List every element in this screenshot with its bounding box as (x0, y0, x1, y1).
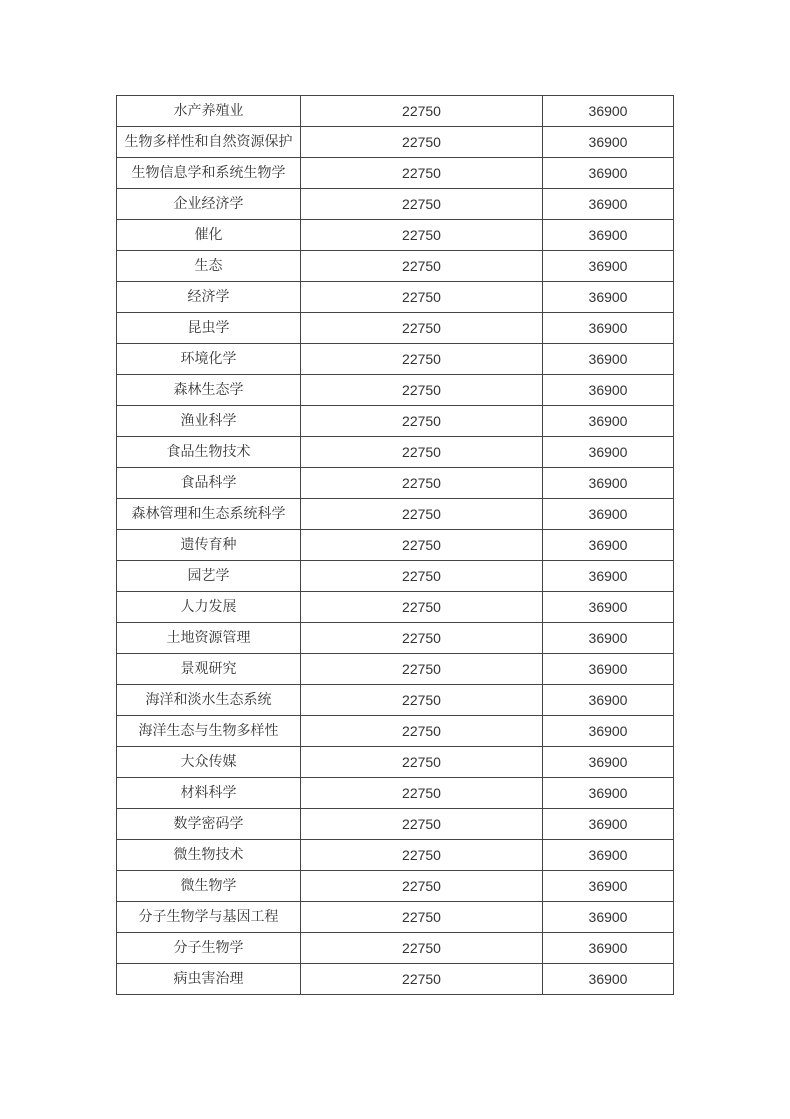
program-name-cell: 渔业科学 (117, 406, 301, 437)
table-row (117, 716, 674, 747)
fee-b-cell: 36900 (543, 127, 674, 158)
program-name-cell: 水产养殖业 (117, 96, 301, 127)
table-row (117, 747, 674, 778)
fee-a-cell: 22750 (301, 840, 543, 871)
program-name-cell: 分子生物学 (117, 933, 301, 964)
fee-a-cell: 22750 (301, 809, 543, 840)
fee-a-cell: 22750 (301, 96, 543, 127)
fee-b-cell: 36900 (543, 654, 674, 685)
fee-b-cell: 36900 (543, 189, 674, 220)
program-name-cell: 昆虫学 (117, 313, 301, 344)
table-row (117, 623, 674, 654)
fee-b-cell: 36900 (543, 933, 674, 964)
table-row (117, 654, 674, 685)
program-name-cell: 大众传媒 (117, 747, 301, 778)
fee-b-cell: 36900 (543, 716, 674, 747)
fee-a-cell: 22750 (301, 406, 543, 437)
table-row (117, 933, 674, 964)
fee-a-cell: 22750 (301, 623, 543, 654)
table-row (117, 592, 674, 623)
program-name-cell: 遗传育种 (117, 530, 301, 561)
fee-a-cell: 22750 (301, 592, 543, 623)
fee-b-cell: 36900 (543, 809, 674, 840)
fee-a-cell: 22750 (301, 778, 543, 809)
fee-a-cell: 22750 (301, 344, 543, 375)
program-name-cell: 经济学 (117, 282, 301, 313)
program-name-cell: 环境化学 (117, 344, 301, 375)
fee-a-cell: 22750 (301, 127, 543, 158)
program-name-cell: 微生物技术 (117, 840, 301, 871)
fee-a-cell: 22750 (301, 530, 543, 561)
program-name-cell: 分子生物学与基因工程 (117, 902, 301, 933)
fee-a-cell: 22750 (301, 902, 543, 933)
fee-a-cell: 22750 (301, 716, 543, 747)
fee-b-cell: 36900 (543, 840, 674, 871)
table-row (117, 220, 674, 251)
program-name-cell: 土地资源管理 (117, 623, 301, 654)
fee-b-cell: 36900 (543, 561, 674, 592)
program-name-cell: 园艺学 (117, 561, 301, 592)
fee-a-cell: 22750 (301, 220, 543, 251)
program-name-cell: 森林管理和生态系统科学 (117, 499, 301, 530)
program-name-cell: 微生物学 (117, 871, 301, 902)
program-name-cell: 景观研究 (117, 654, 301, 685)
table-row (117, 685, 674, 716)
fee-a-cell: 22750 (301, 499, 543, 530)
table-row (117, 282, 674, 313)
fee-b-cell: 36900 (543, 313, 674, 344)
fee-table (116, 95, 674, 995)
fee-b-cell: 36900 (543, 871, 674, 902)
fee-a-cell: 22750 (301, 189, 543, 220)
table-row (117, 189, 674, 220)
table-row (117, 375, 674, 406)
fee-a-cell: 22750 (301, 375, 543, 406)
fee-b-cell: 36900 (543, 375, 674, 406)
table-row (117, 96, 674, 127)
fee-a-cell: 22750 (301, 437, 543, 468)
table-row (117, 499, 674, 530)
program-name-cell: 数学密码学 (117, 809, 301, 840)
table-row (117, 158, 674, 189)
fee-b-cell: 36900 (543, 530, 674, 561)
table-row (117, 468, 674, 499)
fee-b-cell: 36900 (543, 499, 674, 530)
table-row (117, 313, 674, 344)
fee-b-cell: 36900 (543, 96, 674, 127)
fee-a-cell: 22750 (301, 158, 543, 189)
table-row (117, 127, 674, 158)
fee-b-cell: 36900 (543, 344, 674, 375)
fee-a-cell: 22750 (301, 747, 543, 778)
fee-b-cell: 36900 (543, 902, 674, 933)
fee-b-cell: 36900 (543, 623, 674, 654)
table-row (117, 437, 674, 468)
program-name-cell: 海洋和淡水生态系统 (117, 685, 301, 716)
fee-a-cell: 22750 (301, 871, 543, 902)
table-row (117, 778, 674, 809)
program-name-cell: 森林生态学 (117, 375, 301, 406)
fee-a-cell: 22750 (301, 282, 543, 313)
table-row (117, 251, 674, 282)
fee-a-cell: 22750 (301, 468, 543, 499)
table-row (117, 809, 674, 840)
fee-b-cell: 36900 (543, 747, 674, 778)
program-name-cell: 食品生物技术 (117, 437, 301, 468)
fee-a-cell: 22750 (301, 964, 543, 995)
fee-a-cell: 22750 (301, 313, 543, 344)
fee-a-cell: 22750 (301, 654, 543, 685)
program-name-cell: 材料科学 (117, 778, 301, 809)
table-row (117, 406, 674, 437)
table-row (117, 344, 674, 375)
program-name-cell: 生物信息学和系统生物学 (117, 158, 301, 189)
fee-b-cell: 36900 (543, 158, 674, 189)
table-row (117, 840, 674, 871)
table-row (117, 871, 674, 902)
fee-b-cell: 36900 (543, 592, 674, 623)
table-row (117, 902, 674, 933)
program-name-cell: 企业经济学 (117, 189, 301, 220)
fee-table-body (117, 96, 674, 995)
table-row (117, 561, 674, 592)
fee-b-cell: 36900 (543, 406, 674, 437)
fee-b-cell: 36900 (543, 220, 674, 251)
table-row (117, 964, 674, 995)
fee-b-cell: 36900 (543, 964, 674, 995)
fee-b-cell: 36900 (543, 778, 674, 809)
fee-b-cell: 36900 (543, 437, 674, 468)
program-name-cell: 生物多样性和自然资源保护 (117, 127, 301, 158)
program-name-cell: 病虫害治理 (117, 964, 301, 995)
program-name-cell: 人力发展 (117, 592, 301, 623)
fee-b-cell: 36900 (543, 468, 674, 499)
fee-b-cell: 36900 (543, 282, 674, 313)
fee-a-cell: 22750 (301, 685, 543, 716)
fee-a-cell: 22750 (301, 561, 543, 592)
program-name-cell: 生态 (117, 251, 301, 282)
fee-a-cell: 22750 (301, 933, 543, 964)
program-name-cell: 食品科学 (117, 468, 301, 499)
table-row (117, 530, 674, 561)
fee-a-cell: 22750 (301, 251, 543, 282)
fee-b-cell: 36900 (543, 685, 674, 716)
fee-b-cell: 36900 (543, 251, 674, 282)
program-name-cell: 催化 (117, 220, 301, 251)
program-name-cell: 海洋生态与生物多样性 (117, 716, 301, 747)
